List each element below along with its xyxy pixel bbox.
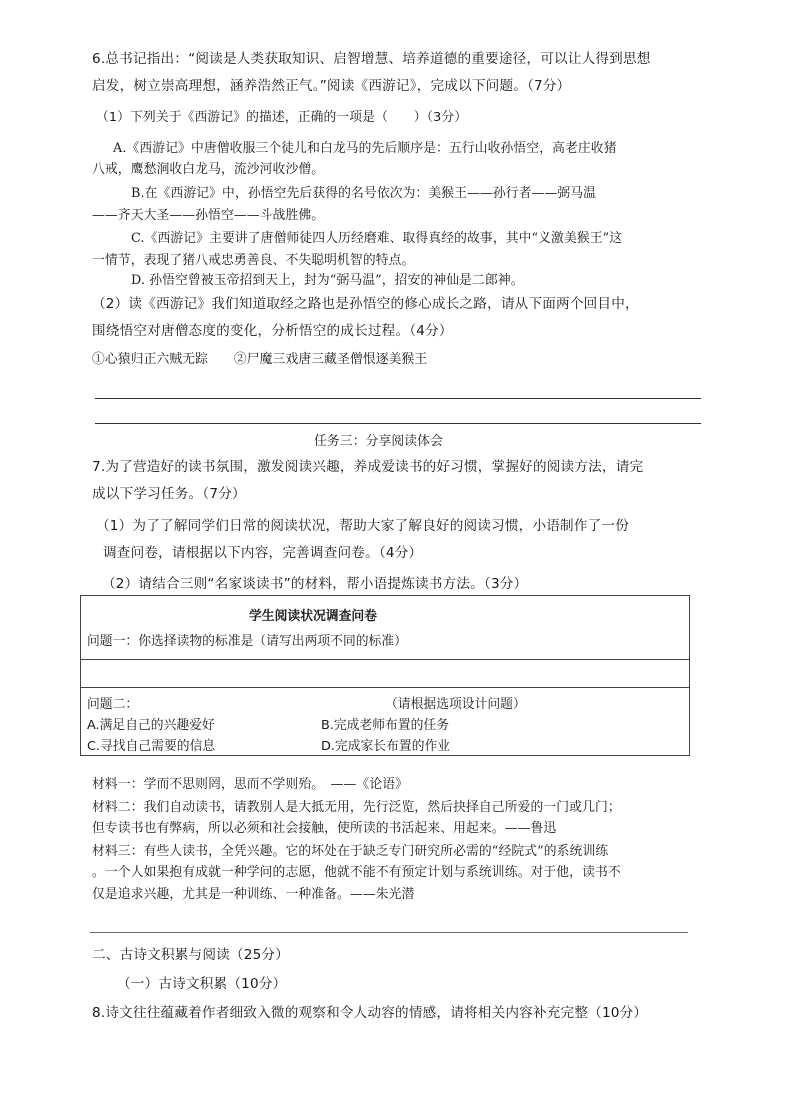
q6-sub1: （1）下列关于《西游记》的描述，正确的一项是（ ）（3分） [96, 110, 468, 125]
section-divider [90, 932, 688, 933]
section2-subtitle: （一）古诗文积累（10分） [117, 976, 287, 992]
survey-option-a: A.满足自己的兴趣爱好 [87, 718, 215, 733]
q6-chapters: ①心猿归正六贼无踪 ②尸魔三戏唐三藏圣僧恨逐美猴王 [92, 352, 428, 367]
material-2-line1: 材料二：我们自动读书，请教别人是大抵无用，先行泛览，然后抉择自己所爱的一门或几门； [92, 800, 621, 815]
q6-option-c-line2: 一情节，表现了猪八戒忠勇善良、不失聪明机智的特点。 [92, 253, 415, 268]
survey-question-1: 问题一：你选择读物的标准是（请写出两项不同的标准） [87, 634, 407, 649]
q6-option-b-line1: B.在《西游记》中，孙悟空先后获得的名号依次为：美猴王——孙行者——弼马温 [131, 186, 597, 201]
material-3-line1: 材料三：有些人读书，全凭兴趣。它的坏处在于缺乏专门研究所必需的“经院式”的系统训练 [92, 844, 609, 859]
survey-title: 学生阅读状况调查问卷 [249, 609, 377, 624]
answer-line-2 [95, 423, 701, 424]
material-2-line2: 但专读书也有弊病，所以必须和社会接触，使所读的书活起来、用起来。——鲁迅 [92, 821, 557, 836]
q6-sub2-line1: （2）读《西游记》我们知道取经之路也是孙悟空的修心成长之路，请从下面两个回目中， [92, 296, 639, 312]
survey-question-2-hint: （请根据选项设计问题） [385, 697, 526, 712]
q7-sub2: （2）请结合三则“名家谈读书”的材料，帮小语提炼读书方法。（3分） [102, 576, 528, 592]
q6-option-b-line2: ——齐天大圣——孙悟空——斗战胜佛。 [92, 208, 325, 223]
q7-intro-line1: 7.为了营造好的读书氛围，激发阅读兴趣，养成爱读书的好习惯，掌握好的阅读方法，请完 [92, 459, 644, 475]
table-row-divider [81, 687, 689, 688]
material-3-line3: 仅是追求兴趣，尤其是一种训练、一种准备。——朱光潜 [92, 887, 415, 902]
q6-option-c-line1: C.《西游记》主要讲了唐僧师徒四人历经磨难、取得真经的故事，其中“义激美猴王”这 [131, 231, 623, 246]
material-3-line2: 。一个人如果抱有成就一种学问的志愿，他就不能不有预定计划与系统训练。对于他，读书不 [92, 865, 621, 880]
table-row-divider [81, 659, 689, 660]
q7-sub1-line2: 调查问卷，请根据以下内容，完善调查问卷。（4分） [103, 545, 423, 561]
q8-prompt: 8.诗文往往蕴藏着作者细致入微的观察和令人动容的情感，请将相关内容补充完整（10分） [92, 1005, 648, 1021]
survey-table [80, 595, 690, 756]
survey-option-d: D.完成家长布置的作业 [321, 739, 451, 754]
q7-intro-line2: 成以下学习任务。（7分） [92, 486, 246, 502]
answer-line-1 [95, 398, 701, 399]
material-1: 材料一：学而不思则罔，思而不学则殆。 ——《论语》 [92, 777, 409, 792]
task3-title: 任务三：分享阅读体会 [314, 434, 443, 449]
q6-option-a-line2: 八戒，鹰愁涧收白龙马，流沙河收沙僧。 [92, 162, 325, 177]
q7-sub1-line1: （1）为了了解同学们日常的阅读状况，帮助大家了解良好的阅读习惯，小语制作了一份 [96, 518, 630, 534]
section2-title: 二、古诗文积累与阅读（25分） [92, 947, 290, 963]
q6-option-d: D. 孙悟空曾被玉帝招到天上，封为“弼马温”，招安的神仙是二郎神。 [131, 273, 524, 288]
q6-intro-line2: 启发，树立崇高理想，涵养浩然正气。”阅读《西游记》，完成以下问题。（7分） [92, 78, 571, 94]
q6-intro-line1: 6.总书记指出：“阅读是人类获取知识、启智增慧、培养道德的重要途径，可以让人得到思想 [92, 51, 651, 67]
survey-option-c: C.寻找自己需要的信息 [87, 739, 216, 754]
survey-option-b: B.完成老师布置的任务 [321, 718, 450, 733]
survey-question-2-label: 问题二： [87, 697, 139, 712]
q6-option-a-line1: A.《西游记》中唐僧收服三个徒儿和白龙马的先后顺序是：五行山收孙悟空，高老庄收猪 [113, 141, 617, 156]
q6-sub2-line2: 围绕悟空对唐僧态度的变化，分析悟空的成长过程。（4分） [92, 323, 453, 339]
